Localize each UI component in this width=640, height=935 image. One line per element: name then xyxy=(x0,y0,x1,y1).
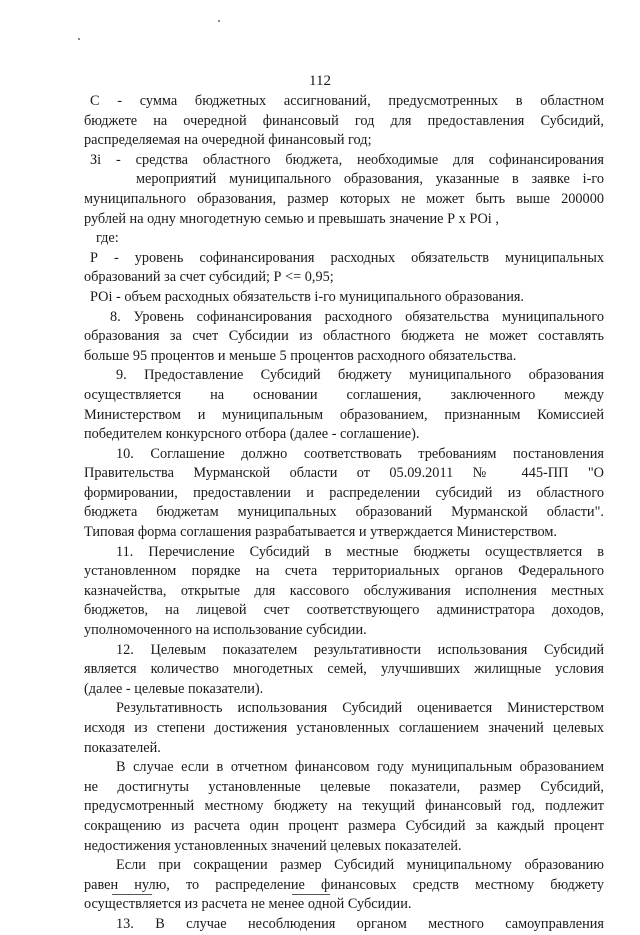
text-line: бюджета бюджетам муниципальных образований Мурманской области". xyxy=(84,504,604,521)
text-line: уполномоченного на использование субсидии. xyxy=(84,622,367,639)
text-line: победителем конкурсного отбора (далее - соглашение). xyxy=(84,426,420,443)
text-line: С - сумма бюджетных ассигнований, предусмотренных в областном xyxy=(90,93,604,109)
text-line: казначейства, открытые для кассового обслуживания исполнения местных xyxy=(84,582,604,599)
text-line: Министерством и муниципальным образованием, признанным Комиссией xyxy=(84,406,604,423)
text-line: не достигнуты установленные целевые показатели, размер Субсидий, xyxy=(84,778,604,795)
text-line: 9. Предоставление Субсидий бюджету муниципального образования xyxy=(116,367,604,384)
text-line: муниципального образования, размер которых не может быть выше 200000 xyxy=(84,190,604,207)
text-line: 10. Соглашение должно соответствовать требованиям постановления xyxy=(116,445,604,462)
text-line: Типовая форма соглашения разрабатывается и утверждается Министерством. xyxy=(84,524,557,541)
text-line: 8. Уровень софинансирования расходного обязательства муниципального xyxy=(110,308,604,325)
text-line: 12. Целевым показателем результативности использования Субсидий xyxy=(116,641,604,658)
text-line: Правительства Мурманской области от 05.09.2011 № 445-ПП "О xyxy=(84,465,604,482)
text-line: больше 95 процентов и меньше 5 процентов расходного обязательства. xyxy=(84,347,517,364)
text-line: образований за счет субсидий; Р <= 0,95; xyxy=(84,269,334,286)
text-line: осуществляется из расчета не менее одной Субсидии. xyxy=(84,896,412,913)
text-line: где: xyxy=(96,230,119,247)
text-line: распределяемая на очередной финансовый год; xyxy=(84,132,372,149)
text-line: бюджетов, на лицевой счет соответствующего администратора доходов, xyxy=(84,602,604,619)
text-line: В случае если в отчетном финансовом году муниципальным образованием xyxy=(116,759,604,776)
text-line: мероприятий муниципального образования, указанные в заявке i-го xyxy=(136,171,604,188)
text-line: рублей на одну многодетную семью и превышать значение Р х РОi , xyxy=(84,210,499,227)
text-line: недостижения установленных значений целевых показателей. xyxy=(84,837,462,854)
footer-scan-marks xyxy=(0,889,640,899)
text-line: РОi - объем расходных обязательств i-го муниципального образования. xyxy=(90,288,524,305)
text-line: 13. В случае несоблюдения органом местного самоуправления xyxy=(116,915,604,932)
scan-mark xyxy=(292,894,330,895)
scan-speck xyxy=(218,20,220,22)
text-line: сокращению из расчета один процент размера Субсидий за каждый процент xyxy=(84,817,604,834)
text-line: 11. Перечисление Субсидий в местные бюджеты осуществляется в xyxy=(116,543,604,560)
text-line: Результативность использования Субсидий оценивается Министерством xyxy=(116,700,604,717)
page-number: 112 xyxy=(309,73,331,89)
text-line: бюджете на очередной финансовый год для предоставления Субсидий, xyxy=(84,112,604,129)
text-line: предусмотренный местному бюджету на текущий финансовый год, подлежит xyxy=(84,798,604,815)
text-line: является количество многодетных семей, улучшивших жилищные условия xyxy=(84,661,604,678)
text-line: образования за счет Субсидии из областного бюджета не может составлять xyxy=(84,328,604,345)
text-line: формировании, предоставлении и распределении субсидий из областного xyxy=(84,484,604,501)
text-line: показателей. xyxy=(84,739,161,756)
text-line: осуществляется на основании соглашения, заключенного между xyxy=(84,386,604,403)
text-line: Зi - средства областного бюджета, необходимые для софинансирования xyxy=(90,151,604,168)
text-line: исходя из степени достижения установленных соглашением значений целевых xyxy=(84,720,604,736)
text-line: Р - уровень софинансирования расходных обязательств муниципальных xyxy=(90,249,604,266)
document-body xyxy=(84,92,604,935)
text-line: равен нулю, то распределение финансовых средств местному бюджету xyxy=(84,876,604,893)
text-line: (далее - целевые показатели). xyxy=(84,680,264,697)
text-line: установленном порядке на счета территориальных органов Федерального xyxy=(84,563,604,580)
text-line: Если при сокращении размер Субсидий муниципальному образованию xyxy=(116,857,604,874)
scan-speck xyxy=(78,38,80,40)
scan-mark xyxy=(112,894,152,895)
